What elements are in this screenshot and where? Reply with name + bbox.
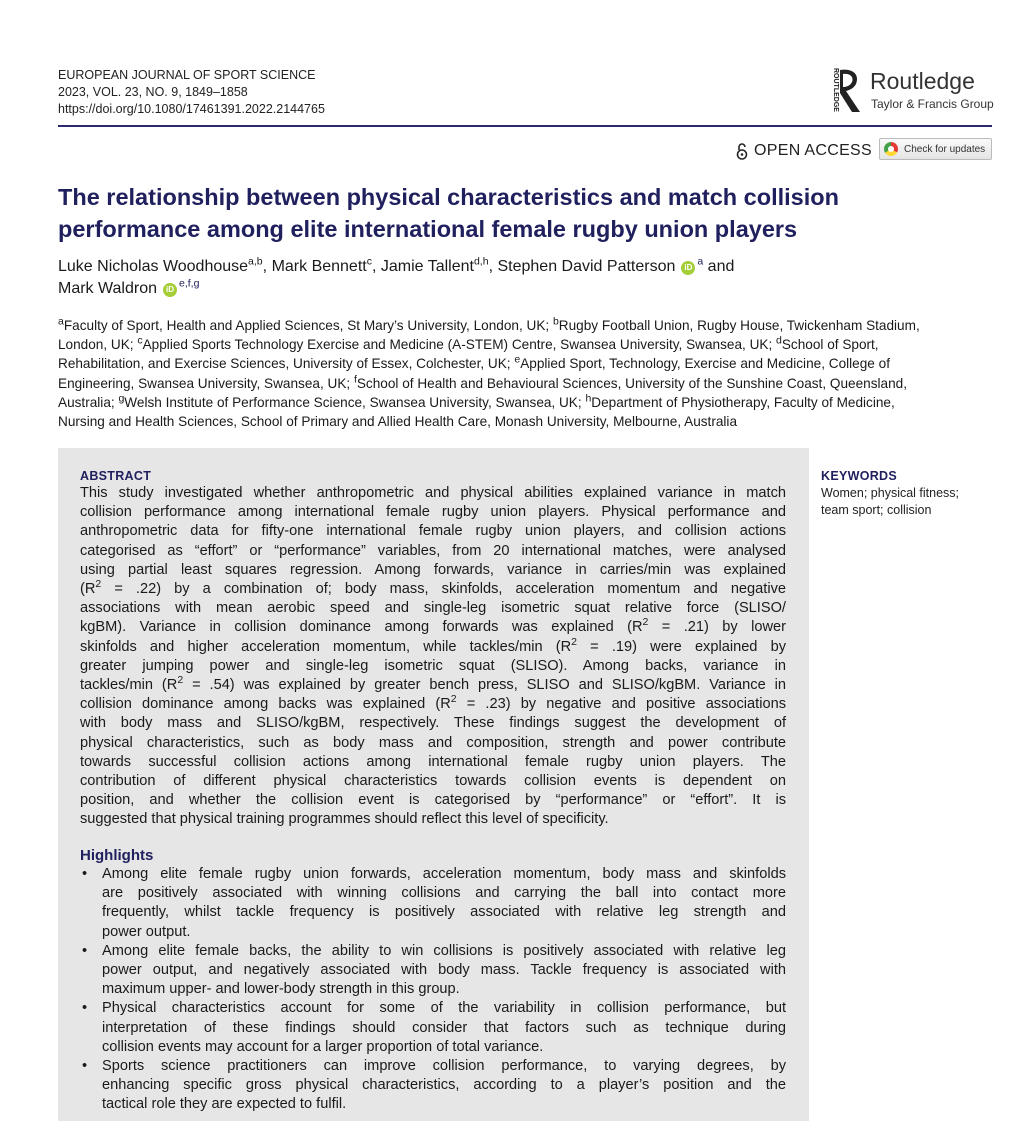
journal-doi[interactable]: https://doi.org/10.1080/17461391.2022.2144765: [58, 102, 325, 116]
open-access-label: OPEN ACCESS: [754, 142, 873, 159]
author-name[interactable]: Jamie Tallent: [380, 258, 474, 275]
affiliation-line: London, UK; $^c$Applied Sports Technology Exercise and Medicine (A-STEM) Centre, Swansea University, Swansea, UK; $^d$School of Sport,: [58, 334, 879, 353]
affiliation-line: Nursing and Health Sciences, School of Primary and Allied Health Care, Monash University, Melbourne, Australia: [58, 414, 738, 430]
abstract-line: suggested that physical training programmes should reflect this level of specificity.: [80, 811, 609, 828]
highlight-line: Physical characteristics account for some of the variability in collision performance, but: [102, 1000, 786, 1017]
abstract-line: categorised as “effort” or “performance” variables, from 20 international matches, were analysed: [80, 542, 786, 559]
abstract-line: associations with mean aerobic speed and single-leg isometric squat relative force (SLISO/: [80, 600, 786, 617]
abstract-line: using partial least squares regression. Among forwards, variance in carries/min was explained: [80, 561, 786, 578]
journal-name: EUROPEAN JOURNAL OF SPORT SCIENCE: [58, 68, 316, 82]
journal-info: [58, 67, 325, 118]
abstract-line: position, and whether the collision event is categorised by “performance” or “effort”. It is: [80, 792, 786, 809]
author-affil-sup: a,b: [248, 255, 263, 268]
author-affil-sup: c: [366, 255, 372, 268]
highlight-line: frequently, whilst tackle frequency is positively associated with relative leg strength and: [102, 904, 786, 921]
article-title: [58, 181, 958, 245]
abstract-line: greater jumping power and single-leg isometric squat (SLISO). Among backs, variance in: [80, 657, 786, 674]
highlight-item: [80, 999, 786, 1057]
author-affil-sup: a: [697, 255, 704, 268]
orcid-icon[interactable]: iD: [681, 261, 695, 275]
affiliation-line: Engineering, Swansea University, Swansea, UK; $^f$School of Health and Behavioural Sciences, University of the Sunshine Coast, Queensland,: [58, 373, 907, 391]
abstract-line: collision dominance among backs was explained $(R^2 = .23)$ by negative and positive associations: [80, 693, 786, 713]
bullet-icon: •: [82, 866, 88, 882]
header-rule: [58, 125, 992, 127]
publisher-group: Taylor & Francis Group: [871, 97, 994, 111]
highlight-line: tactical role they are expected to fulfil.: [102, 1096, 347, 1113]
author-separator: ,: [262, 258, 268, 275]
title-line: The relationship between physical characteristics and match collision: [58, 184, 839, 210]
abstract-line: with body mass and SLISO/kgBM, respectively. These findings suggest the development of: [80, 715, 786, 732]
keywords-line: team sport; collision: [821, 503, 932, 517]
routledge-logo: [826, 66, 996, 116]
highlight-item: [80, 942, 786, 1000]
abstract-text: [80, 484, 786, 830]
bullet-icon: •: [82, 1000, 88, 1017]
affiliation-line: $^a$Faculty of Sport, Health and Applied Sciences, St Mary’s University, London, UK; $^b$Rugby Football Union, Rugby House, Twickenham Stadium,: [58, 315, 920, 333]
abstract-line: contribution of different physical characteristics towards collision events is dependent on: [80, 773, 786, 790]
highlight-line: power output.: [102, 923, 191, 940]
keywords-line: Women; physical fitness;: [821, 486, 960, 500]
highlight-line: Sports science practitioners can improve collision performance, to varying degrees, by: [102, 1058, 786, 1075]
publisher-name: Routledge: [870, 68, 975, 94]
author-name[interactable]: Luke Nicholas Woodhouse: [58, 258, 249, 275]
bullet-icon: •: [82, 942, 88, 959]
abstract-line: kgBM). Variance in collision dominance among forwards was explained $(R^2 = .21)$ by lower: [80, 616, 786, 636]
highlight-line: maximum upper- and lower-body strength in this group.: [102, 981, 460, 998]
title-line: performance among elite international female rugby union players: [58, 216, 798, 242]
abstract-line: This study investigated whether anthropometric and physical abilities explained variance in match: [80, 485, 786, 501]
journal-issue: 2023, VOL. 23, NO. 9, 1849–1858: [58, 85, 248, 99]
keywords-list: [821, 485, 991, 519]
abstract-line: $(R^2 = .22)$ by a combination of; body mass, skinfolds, acceleration momentum and negative: [80, 578, 786, 598]
orcid-icon[interactable]: iD: [163, 283, 177, 297]
open-access-badge: [736, 142, 872, 160]
affiliation-line: Australia; $^g$Welsh Institute of Performance Science, Swansea University, Swansea, UK; $^h$Department of Physiotherapy, Faculty of Medicine,: [58, 392, 895, 410]
highlights-list: [80, 865, 786, 1115]
highlight-item: [80, 865, 786, 942]
author-separator: ,: [371, 258, 377, 275]
highlight-line: enhancing specific gross physical characteristics, according to a player’s position and the: [102, 1077, 786, 1094]
author-separator: ,: [488, 258, 494, 275]
highlights-heading: Highlights: [80, 847, 154, 864]
highlight-line: interpretation of these findings should consider that factors such as technique during: [102, 1019, 786, 1036]
highlight-line: Among elite female backs, the ability to win collisions is positively associated with relative leg: [102, 942, 786, 959]
abstract-line: skinfolds and higher acceleration momentum, while tackles/min $(R^2 = .19)$ were explained by: [80, 635, 786, 655]
affiliations: [58, 316, 998, 431]
abstract-line: physical characteristics, such as body mass and composition, strength and power contribute: [80, 734, 786, 751]
author-affil-sup: d,h: [473, 255, 489, 268]
highlight-line: Among elite female rugby union forwards, acceleration momentum, body mass and skinfolds: [102, 866, 786, 882]
abstract-line: collision performance among international female rugby union players. Physical performance and: [80, 504, 786, 521]
routledge-vertical-text: ROUTLEDGE: [832, 68, 839, 112]
affiliation-line: Rehabilitation, and Exercise Sciences, University of Essex, Colchester, UK; $^e$Applied Sport, Technology, Exercise and Medicine, College of: [58, 353, 890, 372]
highlight-line: are positively associated with winning collisions and carrying the ball into contact more: [102, 885, 786, 902]
highlight-line: power output, and negatively associated with body mass. Tackle frequency is associated with: [102, 962, 786, 979]
crossmark-icon: [884, 142, 898, 156]
author-list: [58, 256, 988, 300]
author-affil-sup: e,f,g: [178, 277, 200, 290]
author-name[interactable]: Mark Bennett: [271, 258, 367, 275]
author-name[interactable]: Stephen David Patterson: [497, 258, 676, 275]
abstract-heading: ABSTRACT: [80, 469, 152, 483]
author-and: and: [707, 258, 735, 275]
highlight-item: [80, 1057, 786, 1115]
abstract-line: towards successful collision actions among international female rugby union players. The: [80, 753, 786, 770]
check-for-updates-label: Check for updates: [904, 143, 986, 155]
highlight-line: collision events may account for a larger proportion of total variance.: [102, 1038, 544, 1055]
routledge-mark-icon: [826, 66, 866, 114]
abstract-line: tackles/min $(R^2 = .54)$ was explained by greater bench press, SLISO and SLISO/kgBM. Variance in: [80, 674, 786, 694]
bullet-icon: •: [82, 1058, 88, 1075]
abstract-line: anthropometric data for fifty-one international female rugby union players, and collision actions: [80, 523, 786, 540]
check-for-updates-button[interactable]: [879, 138, 992, 160]
open-lock-icon: [736, 142, 748, 160]
author-name[interactable]: Mark Waldron: [58, 280, 157, 297]
keywords-heading: KEYWORDS: [821, 469, 898, 483]
